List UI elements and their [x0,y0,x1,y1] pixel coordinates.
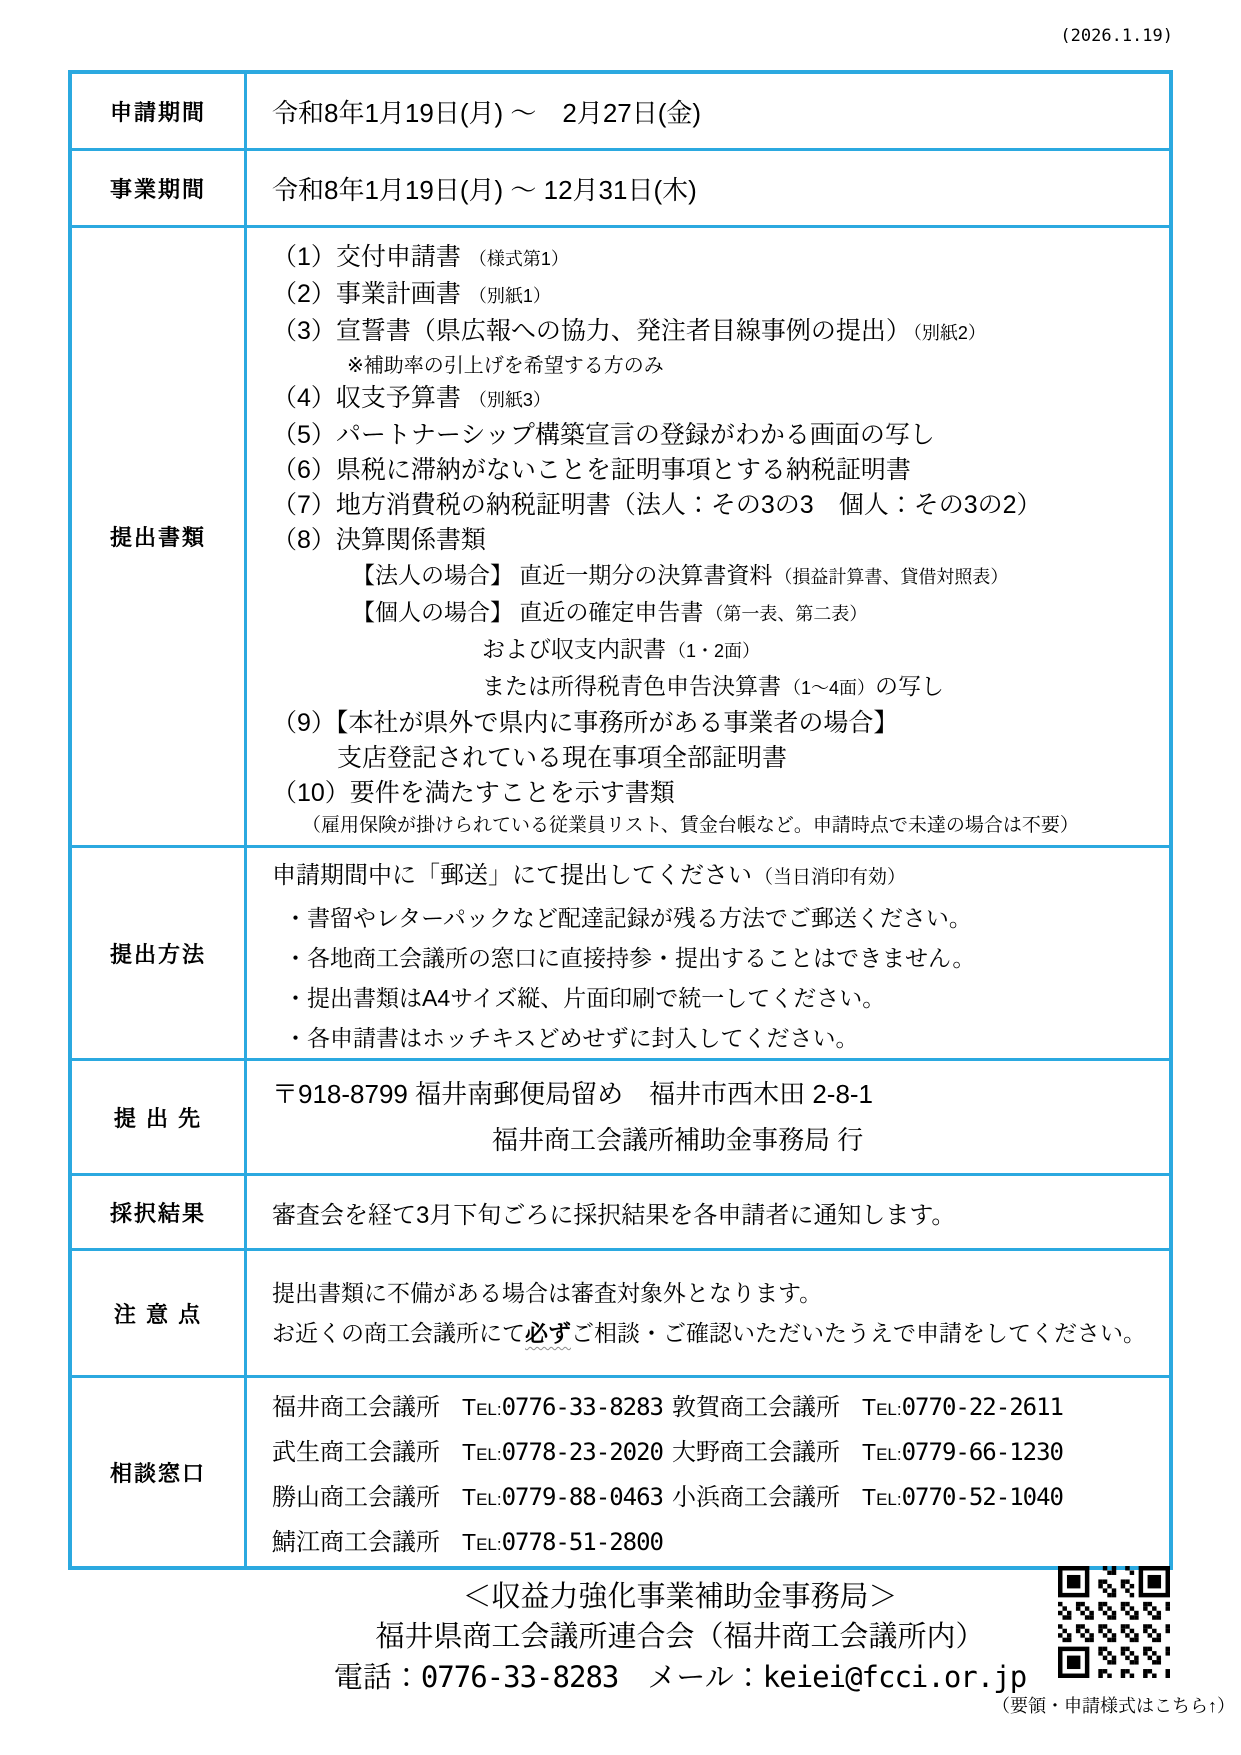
contact-entry: 勝山商工会議所 TEL: 0779-88-0463 [272,1483,663,1511]
contact-line [272,1521,1169,1566]
list-item-detail: 【個人の場合】 直近の確定申告書 （第一表、第二表） [352,599,868,625]
qr-code [1058,1566,1170,1678]
list-item-note: ※補助率の引上げを希望する方のみ [347,355,664,377]
list-item: ・各地商工会議所の窓口に直接持参・提出することはできません。 [284,945,976,971]
row-documents [72,225,1169,845]
row-contacts [72,1375,1169,1566]
list-item-detail: および収支内訳書 （1・2面） [482,636,761,662]
list-item: （9）【本社が県外で県内に事務所がある事業者の場合】 [272,709,899,737]
list-item: ・提出書類はA4サイズ縦、片面印刷で統一してください。 [284,985,886,1011]
application-period-value: 令和8年1月19日(月) ～ 2月27日(金) [272,97,702,128]
row-label-application-period: 申請期間 [72,74,247,148]
row-project-period [72,148,1169,225]
row-notes [72,1248,1169,1375]
list-item-detail: 支店登記されている現在事項全部証明書 [337,744,788,772]
contact-entry: 大野商工会議所 TEL: 0779-66-1230 [672,1438,1063,1466]
row-application-period [72,74,1169,148]
row-label-method: 提出方法 [72,848,247,1058]
list-item: （1）交付申請書 （様式第1） [272,243,569,271]
list-item: （7）地方消費税の納税証明書（法人：その3の3 個人：その3の2） [272,491,1042,519]
method-headline: 申請期間中に「郵送」にて提出してください （当日消印有効） [272,862,907,889]
list-item: （2）事業計画書 （別紙1） [272,280,551,308]
project-period-value: 令和8年1月19日(月) ～ 12月31日(木) [272,174,697,205]
list-item-detail: 【法人の場合】 直近一期分の決算書資料 （損益計算書、貸借対照表） [352,562,1009,588]
row-label-result: 採択結果 [72,1176,247,1248]
row-label-address: 提 出 先 [72,1061,247,1173]
contact-line [272,1476,1169,1521]
row-method [72,845,1169,1058]
emphasis-must: 必ず [525,1320,571,1346]
documents-list [247,228,1169,845]
revision-date: (2026.1.19) [1060,26,1173,46]
notes-line1: 提出書類に不備がある場合は審査対象外となります。 [272,1280,823,1306]
row-label-project-period: 事業期間 [72,151,247,225]
contact-line [272,1386,1169,1431]
list-item: （5）パートナーシップ構築宣言の登録がわかる画面の写し [272,421,935,449]
qr-caption: （要領・申請様式はこちら↑） [992,1696,1235,1716]
mailing-address-line2: 福井商工会議所補助金事務局 行 [492,1125,864,1155]
contact-entry: 小浜商工会議所 TEL: 0770-52-1040 [672,1483,1063,1511]
row-address [72,1058,1169,1173]
list-item: （10）要件を満たすことを示す書類 [272,779,675,807]
list-item: （4）収支予算書 （別紙3） [272,384,551,412]
list-item-note: （雇用保険が掛けられている従業員リスト、賃金台帳など。申請時点で未達の場合は不要） [302,815,1079,836]
row-label-notes: 注 意 点 [72,1251,247,1375]
contact-line [272,1431,1169,1476]
contact-entry: 敦賀商工会議所 TEL: 0770-22-2611 [672,1393,1063,1421]
list-item: （8）決算関係書類 [272,526,486,554]
list-item-detail: または所得税青色申告決算書 （1～4面）の写し [482,673,945,699]
list-item: （6）県税に滞納がないことを証明事項とする納税証明書 [272,456,911,484]
notes-line2: お近くの商工会議所にて必ずご相談・ご確認いただいたうえで申請をしてください。 [272,1320,1146,1346]
info-table [68,70,1173,1570]
contact-entry: 武生商工会議所 TEL: 0778-23-2020 [272,1438,663,1466]
list-item: ・各申請書はホッチキスどめせずに封入してください。 [284,1025,859,1051]
row-label-contacts: 相談窓口 [72,1378,247,1566]
result-value: 審査会を経て3月下旬ごろに採択結果を各申請者に通知します。 [272,1201,956,1229]
contact-entry: 鯖江商工会議所 TEL: 0778-51-2800 [272,1528,663,1556]
mailing-address-line1: 〒918-8799 福井南郵便局留め 福井市西木田 2-8-1 [272,1079,874,1109]
footer-office-title: ＜収益力強化事業補助金事務局＞ [462,1581,898,1613]
footer-org-name: 福井県商工会議所連合会（福井商工会議所内） [375,1621,985,1653]
row-result [72,1173,1169,1248]
list-item: ・書留やレターパックなど配達記録が残る方法でご郵送ください。 [284,905,972,931]
footer-contact-line: 電話：0776-33-8283 メール：keiei@fcci.or.jp [333,1660,1027,1694]
list-item: （3）宣誓書（県広報への協力、発注者目線事例の提出） （別紙2） [272,317,986,345]
contact-entry: 福井商工会議所 TEL: 0776-33-8283 [272,1393,663,1421]
row-label-documents: 提出書類 [72,228,247,845]
